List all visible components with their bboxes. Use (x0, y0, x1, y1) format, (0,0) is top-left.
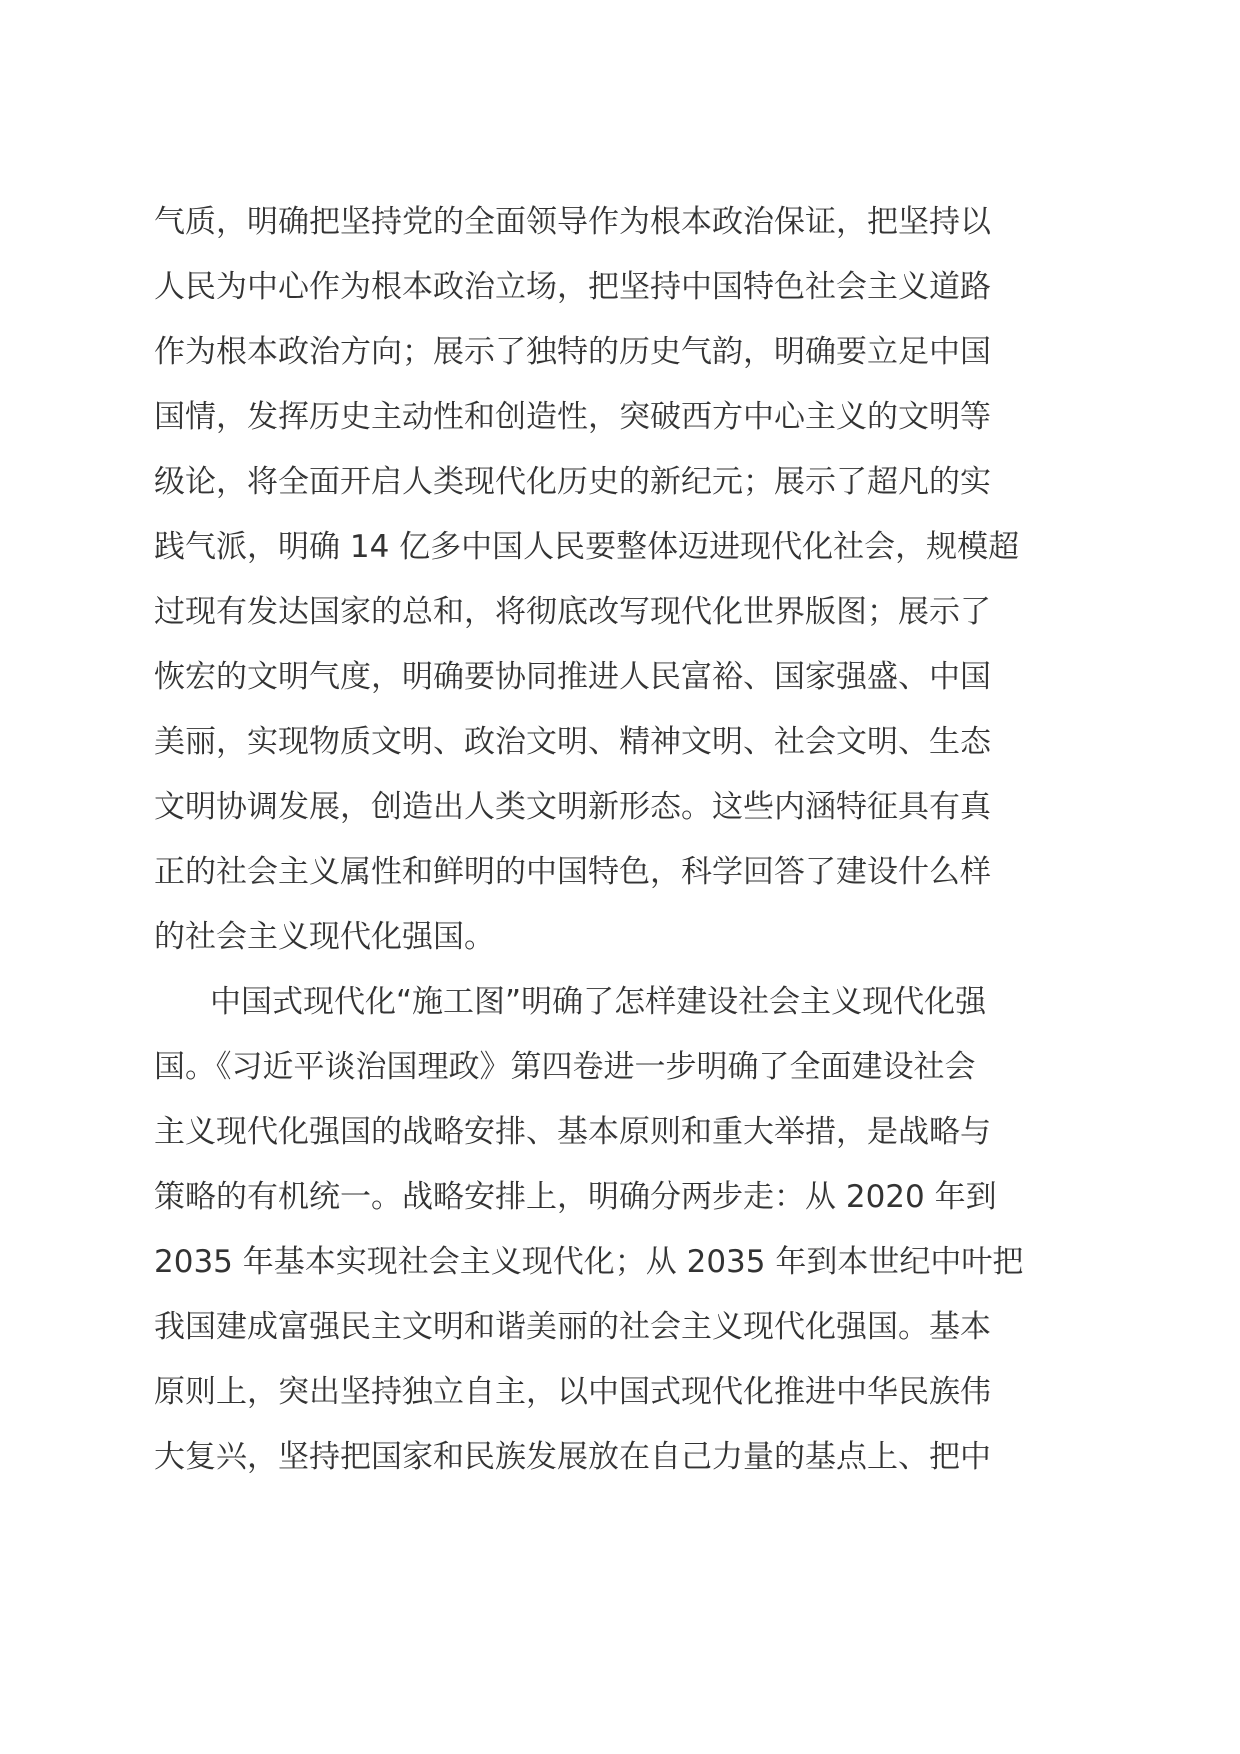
text-line: 我国建成富强民主文明和谐美丽的社会主义现代化强国。基本 (154, 1309, 991, 1345)
text-line: 过现有发达国家的总和，将彻底改写现代化世界版图；展示了 (154, 594, 991, 630)
text-line: 国。《习近平谈治国理政》第四卷进一步明确了全面建设社会 (154, 1049, 976, 1085)
text-line: 中国式现代化“施工图”明确了怎样建设社会主义现代化强 (210, 984, 987, 1020)
text-line: 的社会主义现代化强国。 (154, 919, 495, 955)
text-line: 美丽，实现物质文明、政治文明、精神文明、社会文明、生态 (154, 724, 991, 760)
text-line: 气质，明确把坚持党的全面领导作为根本政治保证，把坚持以 (154, 204, 991, 240)
body-text (154, 190, 1094, 1490)
text-line: 大复兴，坚持把国家和民族发展放在自己力量的基点上、把中 (154, 1439, 991, 1475)
text-line: 恢宏的文明气度，明确要协同推进人民富裕、国家强盛、中国 (154, 659, 991, 695)
text-line: 级论，将全面开启人类现代化历史的新纪元；展示了超凡的实 (154, 464, 991, 500)
text-line: 作为根本政治方向；展示了独特的历史气韵，明确要立足中国 (154, 334, 991, 370)
text-line: 践气派，明确 14 亿多中国人民要整体迈进现代化社会，规模超 (154, 529, 1020, 565)
text-line: 主义现代化强国的战略安排、基本原则和重大举措，是战略与 (154, 1114, 991, 1150)
paragraph-2 (154, 970, 1094, 1490)
text-line: 人民为中心作为根本政治立场，把坚持中国特色社会主义道路 (154, 269, 991, 305)
text-line: 国情，发挥历史主动性和创造性，突破西方中心主义的文明等 (154, 399, 991, 435)
text-line: 策略的有机统一。战略安排上，明确分两步走：从 2020 年到 (154, 1179, 997, 1215)
text-line: 正的社会主义属性和鲜明的中国特色，科学回答了建设什么样 (154, 854, 991, 890)
paragraph-1 (154, 190, 1094, 970)
text-line: 原则上，突出坚持独立自主，以中国式现代化推进中华民族伟 (154, 1374, 991, 1410)
text-line: 文明协调发展，创造出人类文明新形态。这些内涵特征具有真 (154, 789, 991, 825)
text-line: 2035 年基本实现社会主义现代化；从 2035 年到本世纪中叶把 (154, 1244, 1024, 1280)
